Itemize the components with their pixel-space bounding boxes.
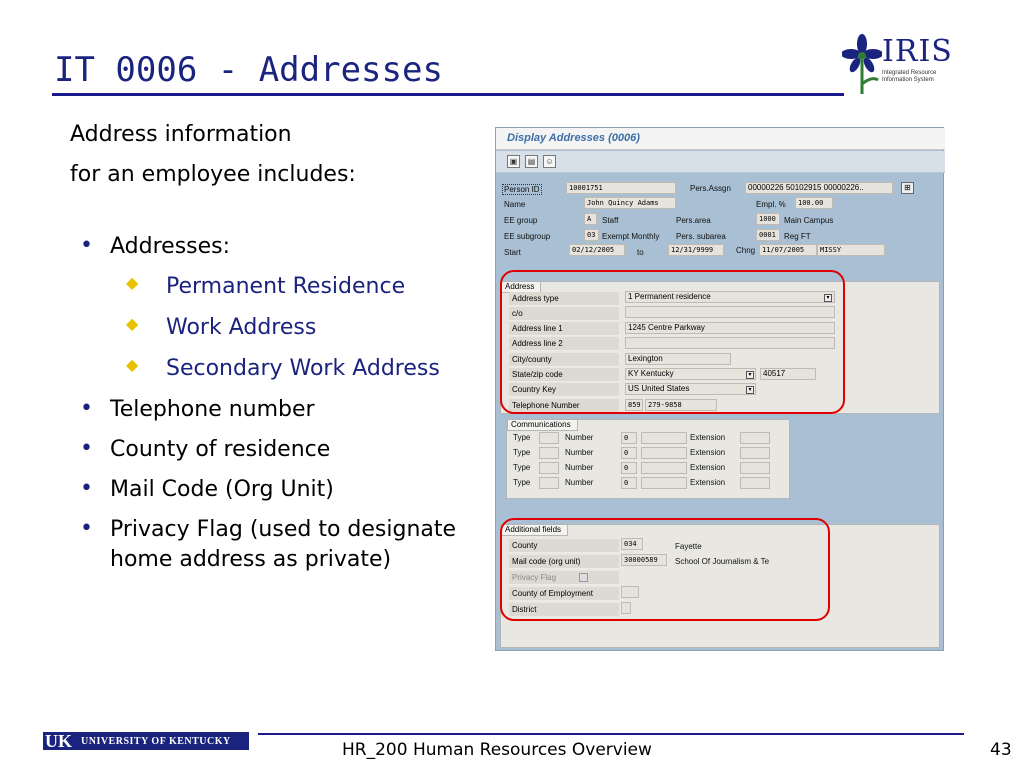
mail-code-text: School Of Journalism & Te <box>675 557 770 566</box>
telephone-label: Telephone Number <box>509 399 619 413</box>
bullet-telephone <box>80 395 470 425</box>
address-type-dropdown-icon[interactable]: ▾ <box>824 294 832 302</box>
address-line2-label: Address line 2 <box>509 337 619 351</box>
comm-value-field[interactable] <box>641 432 687 444</box>
pers-subarea-text: Reg FT <box>784 232 811 241</box>
bullet-county <box>80 435 470 465</box>
sap-window-title: Display Addresses (0006) <box>507 132 640 144</box>
to-label: to <box>637 248 644 257</box>
address-type-field[interactable]: 1 Permanent residence <box>625 291 835 303</box>
change-user-field[interactable]: MISSY <box>817 244 885 256</box>
sap-toolbar <box>496 151 945 173</box>
ee-group-label: EE group <box>504 216 538 225</box>
address-highlight-oval <box>500 270 845 414</box>
pers-area-label: Pers.area <box>676 216 711 225</box>
comm-type-field[interactable] <box>539 432 559 444</box>
start-date-field[interactable]: 02/12/2005 <box>569 244 625 256</box>
comm-extension-label: Extension <box>690 463 726 472</box>
intro-line-2: for an employee includes: <box>70 162 356 187</box>
sub-bullet-text: Permanent Residence <box>166 274 406 299</box>
comm-extension-field[interactable] <box>740 477 770 489</box>
comm-extension-field[interactable] <box>740 432 770 444</box>
uk-logo <box>43 732 249 750</box>
city-label: City/county <box>509 353 619 367</box>
diamond-bullet-icon: ◆ <box>126 273 139 292</box>
comm-type-field[interactable] <box>539 477 559 489</box>
comm-number-field[interactable]: 0 <box>621 462 637 474</box>
comm-number-label: Number <box>565 448 594 457</box>
name-label: Name <box>504 200 526 209</box>
address-line1-label: Address line 1 <box>509 322 619 336</box>
footer-course: HR_200 Human Resources Overview <box>342 740 652 760</box>
pers-area-code-field[interactable]: 1000 <box>756 213 780 225</box>
ee-subgroup-text: Exempt Monthly <box>602 232 660 241</box>
bullet-dot-icon: • <box>80 396 93 421</box>
mail-code-field[interactable]: 30000589 <box>621 554 667 566</box>
save-icon[interactable]: ▣ <box>507 155 520 168</box>
name-field[interactable]: John Quincy Adams <box>584 197 676 209</box>
university-name: UNIVERSITY OF KENTUCKY <box>81 736 231 747</box>
logo-subtitle <box>882 70 936 84</box>
bullet-text: Telephone number <box>110 397 315 422</box>
logo-subtitle-line2: Information System <box>882 77 934 83</box>
address-type-label: Address type <box>509 292 619 306</box>
empl-pct-field[interactable]: 100.00 <box>795 197 833 209</box>
comm-type-field[interactable] <box>539 462 559 474</box>
county-of-employment-label: County of Employment <box>509 587 619 601</box>
intro-text <box>70 115 356 195</box>
address-line1-field[interactable]: 1245 Centre Parkway <box>625 322 835 334</box>
comm-type-label: Type <box>513 433 531 442</box>
sub-bullet-text: Secondary Work Address <box>166 356 440 381</box>
city-field[interactable]: Lexington <box>625 353 731 365</box>
pers-subarea-label: Pers. subarea <box>676 232 726 241</box>
diamond-bullet-icon: ◆ <box>126 355 139 374</box>
additional-fields-group-tab: Additional fields <box>501 524 568 536</box>
district-label: District <box>509 603 619 617</box>
phone-area-field[interactable]: 859 <box>625 399 643 411</box>
ee-subgroup-label: EE subgroup <box>504 232 551 241</box>
county-code-field[interactable]: 034 <box>621 538 643 550</box>
state-dropdown-icon[interactable]: ▾ <box>746 371 754 379</box>
person-id-field[interactable]: 10001751 <box>566 182 676 194</box>
comm-extension-label: Extension <box>690 448 726 457</box>
iris-logo <box>842 32 952 102</box>
change-date-field[interactable]: 11/07/2005 <box>759 244 817 256</box>
comm-type-label: Type <box>513 463 531 472</box>
comm-extension-label: Extension <box>690 478 726 487</box>
bullet-dot-icon: • <box>80 476 93 501</box>
ee-subgroup-code-field[interactable]: 03 <box>584 229 599 241</box>
sap-title-bar <box>496 128 945 150</box>
bullet-list <box>80 232 470 585</box>
flower-icon <box>842 34 882 96</box>
empl-pct-label: Empl. % <box>756 200 786 209</box>
address-group-tab: Address <box>501 281 541 293</box>
bullet-addresses <box>80 232 470 262</box>
end-date-field[interactable]: 12/31/9999 <box>668 244 724 256</box>
zip-field[interactable]: 40517 <box>760 368 816 380</box>
bullet-dot-icon: • <box>80 436 93 461</box>
state-field[interactable]: KY Kentucky <box>625 368 756 380</box>
edit-icon[interactable]: ▤ <box>525 155 538 168</box>
chng-label: Chng <box>736 246 756 255</box>
county-label: County <box>509 539 619 553</box>
privacy-flag-label: Privacy Flag <box>509 571 619 585</box>
assignment-overview-button[interactable]: ⊞ <box>901 182 914 194</box>
sap-screen <box>495 127 944 651</box>
comm-extension-field[interactable] <box>740 462 770 474</box>
communications-panel <box>506 419 790 499</box>
bullet-text: County of residence <box>110 437 331 462</box>
bullet-dot-icon: • <box>80 233 93 258</box>
comm-number-field[interactable]: 0 <box>621 477 637 489</box>
comm-extension-label: Extension <box>690 433 726 442</box>
comm-number-label: Number <box>565 463 594 472</box>
person-icon[interactable]: ☺ <box>543 155 556 168</box>
comm-number-field[interactable]: 0 <box>621 447 637 459</box>
pers-area-text: Main Campus <box>784 216 834 225</box>
bullet-mail-code <box>80 475 470 505</box>
sub-bullet-text: Work Address <box>166 315 317 340</box>
diamond-bullet-icon: ◆ <box>126 314 139 333</box>
state-zip-label: State/zip code <box>509 368 619 382</box>
title-divider <box>52 93 844 96</box>
sub-bullet-permanent <box>80 272 470 302</box>
intro-line-1: Address information <box>70 122 292 147</box>
comm-extension-field[interactable] <box>740 447 770 459</box>
additional-highlight-oval <box>500 518 830 621</box>
comm-type-label: Type <box>513 448 531 457</box>
country-label: Country Key <box>509 383 619 397</box>
comm-value-field[interactable] <box>641 477 687 489</box>
country-field[interactable]: US United States <box>625 383 756 395</box>
bullet-privacy <box>80 515 470 575</box>
communications-group-tab: Communications <box>507 419 578 431</box>
slide-title: IT 0006 - Addresses <box>54 50 443 90</box>
comm-type-label: Type <box>513 478 531 487</box>
county-text: Fayette <box>675 542 702 551</box>
bullet-dot-icon: • <box>80 516 93 541</box>
pers-subarea-code-field[interactable]: 0001 <box>756 229 780 241</box>
comm-value-field[interactable] <box>641 462 687 474</box>
comm-number-label: Number <box>565 478 594 487</box>
comm-value-field[interactable] <box>641 447 687 459</box>
person-id-label: Person ID <box>504 185 540 194</box>
comm-number-field[interactable]: 0 <box>621 432 637 444</box>
uk-mark: UK <box>45 731 72 751</box>
mail-code-label: Mail code (org unit) <box>509 555 619 569</box>
sub-bullet-work <box>80 313 470 343</box>
bullet-text: Mail Code (Org Unit) <box>110 477 334 502</box>
co-label: c/o <box>509 307 619 321</box>
bullet-text: Privacy Flag (used to designate home address as private) <box>110 517 457 572</box>
ee-group-code-field[interactable]: A <box>584 213 597 225</box>
pers-assgn-label: Pers.Assgn <box>690 184 731 193</box>
logo-name: IRIS <box>882 34 953 69</box>
logo-subtitle-line1: Integrated Resource <box>882 70 937 76</box>
page-number: 43 <box>990 740 1012 760</box>
pers-assgn-field[interactable]: 00000226 50102915 00000226.. <box>745 182 893 194</box>
bullet-text: Addresses: <box>110 234 231 259</box>
comm-number-label: Number <box>565 433 594 442</box>
start-label: Start <box>504 248 521 257</box>
country-dropdown-icon[interactable]: ▾ <box>746 386 754 394</box>
phone-number-field[interactable]: 279-9858 <box>645 399 717 411</box>
comm-type-field[interactable] <box>539 447 559 459</box>
sub-bullet-secondary <box>80 354 470 384</box>
footer-divider <box>258 733 964 735</box>
ee-group-text: Staff <box>602 216 619 225</box>
